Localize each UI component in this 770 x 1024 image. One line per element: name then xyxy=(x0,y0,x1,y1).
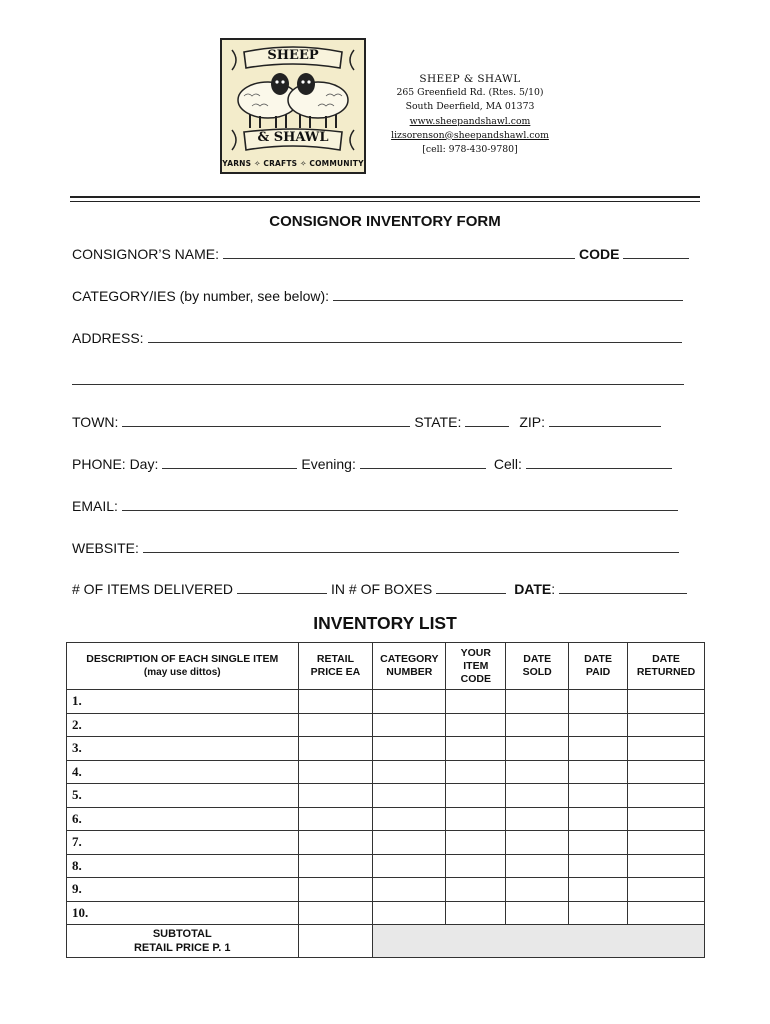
shop-city: South Deerfield, MA 01373 xyxy=(405,101,535,113)
table-row xyxy=(67,737,705,761)
delivery-line xyxy=(72,580,702,598)
shop-street: 265 Greenfield Rd. (Rtes. 5/10) xyxy=(396,87,544,99)
header-divider xyxy=(70,196,700,198)
shop-email-link[interactable]: lizsorenson@sheepandshawl.com xyxy=(391,129,549,141)
row-number[interactable]: 10. xyxy=(67,901,299,925)
col-description-note: (may use dittos) xyxy=(143,667,221,678)
table-row xyxy=(67,713,705,737)
table-row xyxy=(67,854,705,878)
table-cell[interactable] xyxy=(569,878,628,902)
phone-evening-field[interactable] xyxy=(360,455,486,469)
category-line xyxy=(72,287,702,305)
col-paid-line1: DATE xyxy=(584,653,612,665)
phone-cell-label: Cell: xyxy=(493,456,522,472)
inventory-title: INVENTORY LIST xyxy=(313,613,457,633)
zip-field[interactable] xyxy=(549,413,661,427)
table-cell[interactable] xyxy=(628,901,705,925)
table-cell[interactable] xyxy=(446,831,506,855)
table-row xyxy=(67,878,705,902)
col-code-line1: YOUR xyxy=(460,646,491,659)
table-cell[interactable] xyxy=(446,713,506,737)
header-divider-thin xyxy=(70,201,700,202)
table-cell[interactable] xyxy=(506,807,569,831)
phone-cell-field[interactable] xyxy=(526,455,672,469)
table-cell[interactable] xyxy=(446,878,506,902)
table-cell[interactable] xyxy=(298,760,373,784)
table-cell[interactable] xyxy=(373,737,446,761)
table-cell[interactable] xyxy=(569,854,628,878)
table-cell[interactable] xyxy=(569,901,628,925)
code-label: CODE xyxy=(579,246,620,262)
table-cell[interactable] xyxy=(373,901,446,925)
row-number[interactable]: 1. xyxy=(67,690,299,714)
logo-word-top: SHEEP xyxy=(267,48,319,63)
table-cell[interactable] xyxy=(628,784,705,808)
row-number[interactable]: 3. xyxy=(67,737,299,761)
website-field[interactable] xyxy=(143,539,679,553)
table-cell[interactable] xyxy=(446,854,506,878)
table-cell[interactable] xyxy=(446,784,506,808)
email-line xyxy=(72,497,702,515)
row-number[interactable]: 7. xyxy=(67,831,299,855)
town-field[interactable] xyxy=(122,413,410,427)
table-cell[interactable] xyxy=(298,807,373,831)
table-cell[interactable] xyxy=(569,807,628,831)
row-number[interactable]: 5. xyxy=(67,784,299,808)
phone-day-field[interactable] xyxy=(162,455,297,469)
table-row xyxy=(67,760,705,784)
table-cell[interactable] xyxy=(373,854,446,878)
col-retail-line1: RETAIL xyxy=(316,653,354,665)
col-category-line1: CATEGORY xyxy=(380,653,439,665)
logo-word-bottom: & SHAWL xyxy=(257,130,329,145)
table-cell[interactable] xyxy=(373,878,446,902)
table-cell[interactable] xyxy=(506,854,569,878)
table-cell[interactable] xyxy=(628,807,705,831)
table-row xyxy=(67,690,705,714)
table-cell[interactable] xyxy=(506,760,569,784)
subtotal-line2: RETAIL PRICE P. 1 xyxy=(133,942,231,954)
col-description-label: DESCRIPTION OF EACH SINGLE ITEM xyxy=(86,653,279,665)
table-cell[interactable] xyxy=(569,760,628,784)
table-cell[interactable] xyxy=(628,854,705,878)
col-date-returned xyxy=(628,643,705,690)
table-cell[interactable] xyxy=(446,690,506,714)
subtotal-label xyxy=(67,925,299,958)
table-cell[interactable] xyxy=(446,807,506,831)
table-cell[interactable] xyxy=(373,713,446,737)
table-cell[interactable] xyxy=(446,760,506,784)
code-field[interactable] xyxy=(623,245,689,259)
date-label: DATE xyxy=(514,581,552,597)
address-field[interactable] xyxy=(148,329,682,343)
inventory-table xyxy=(66,642,705,958)
table-cell[interactable] xyxy=(373,831,446,855)
subtotal-value-cell[interactable] xyxy=(298,925,373,958)
zip-label: ZIP: xyxy=(519,414,546,430)
table-cell[interactable] xyxy=(628,737,705,761)
phone-line xyxy=(72,455,702,473)
subtotal-shaded-area xyxy=(373,925,705,958)
table-cell[interactable] xyxy=(373,807,446,831)
items-delivered-field[interactable] xyxy=(237,580,327,594)
table-cell[interactable] xyxy=(628,760,705,784)
table-cell[interactable] xyxy=(628,831,705,855)
items-delivered-label: # OF ITEMS DELIVERED xyxy=(72,581,234,597)
town-label: TOWN: xyxy=(72,414,119,430)
col-code-line2: ITEM xyxy=(463,659,489,672)
row-number[interactable]: 8. xyxy=(67,854,299,878)
shop-name: SHEEP & SHAWL xyxy=(419,73,521,85)
col-retail-price xyxy=(298,643,373,690)
email-field[interactable] xyxy=(122,497,678,511)
table-cell[interactable] xyxy=(298,901,373,925)
col-sold-line1: DATE xyxy=(523,653,552,665)
table-cell[interactable] xyxy=(506,737,569,761)
website-line xyxy=(72,539,702,557)
table-cell[interactable] xyxy=(628,690,705,714)
table-cell[interactable] xyxy=(446,737,506,761)
col-returned-line2: RETURNED xyxy=(636,666,696,678)
address-label: ADDRESS: xyxy=(72,330,144,346)
col-date-paid xyxy=(569,643,628,690)
form-title: CONSIGNOR INVENTORY FORM xyxy=(269,213,501,230)
row-number[interactable]: 2. xyxy=(67,713,299,737)
table-row xyxy=(67,901,705,925)
row-number[interactable]: 4. xyxy=(67,760,299,784)
boxes-field[interactable] xyxy=(436,580,506,594)
table-cell[interactable] xyxy=(569,713,628,737)
row-number[interactable]: 9. xyxy=(67,878,299,902)
table-cell[interactable] xyxy=(298,854,373,878)
consignor-name-label: CONSIGNOR’S NAME: xyxy=(72,246,220,262)
shop-cell: [cell: 978-430-9780] xyxy=(422,144,518,156)
address-line-2 xyxy=(72,371,702,389)
category-label: CATEGORY/IES (by number, see below): xyxy=(72,288,330,304)
table-cell[interactable] xyxy=(298,784,373,808)
table-row xyxy=(67,784,705,808)
table-cell[interactable] xyxy=(298,737,373,761)
table-cell[interactable] xyxy=(506,713,569,737)
shop-logo xyxy=(220,38,366,174)
table-cell[interactable] xyxy=(506,690,569,714)
table-cell[interactable] xyxy=(298,690,373,714)
table-cell[interactable] xyxy=(506,784,569,808)
table-cell[interactable] xyxy=(506,831,569,855)
logo-tagline: YARNS ✧ CRAFTS ✧ COMMUNITY xyxy=(222,159,364,168)
table-cell[interactable] xyxy=(298,713,373,737)
consignor-name-field[interactable] xyxy=(223,245,575,259)
col-category-line2: NUMBER xyxy=(386,666,433,678)
shop-website-link[interactable]: www.sheepandshawl.com xyxy=(409,115,531,127)
row-number[interactable]: 6. xyxy=(67,807,299,831)
consignor-name-line xyxy=(72,245,702,263)
phone-day-label: PHONE: Day: xyxy=(72,456,159,472)
email-label: EMAIL: xyxy=(72,498,118,514)
state-field[interactable] xyxy=(465,413,509,427)
website-label: WEBSITE: xyxy=(72,540,139,556)
table-cell[interactable] xyxy=(373,784,446,808)
table-cell[interactable] xyxy=(506,901,569,925)
table-cell[interactable] xyxy=(569,784,628,808)
table-cell[interactable] xyxy=(373,760,446,784)
col-category-number xyxy=(373,643,446,690)
category-field[interactable] xyxy=(333,287,683,301)
table-cell[interactable] xyxy=(569,831,628,855)
state-label: STATE: xyxy=(414,414,462,430)
col-returned-line1: DATE xyxy=(652,653,680,665)
table-cell[interactable] xyxy=(298,831,373,855)
col-sold-line2: SOLD xyxy=(522,666,552,678)
boxes-label: IN # OF BOXES xyxy=(331,581,433,597)
date-field[interactable] xyxy=(559,580,687,594)
phone-evening-label: Evening: xyxy=(301,456,356,472)
table-cell[interactable] xyxy=(373,690,446,714)
table-cell[interactable] xyxy=(298,878,373,902)
col-item-code xyxy=(446,643,506,690)
subtotal-line1: SUBTOTAL xyxy=(152,928,212,940)
subtotal-row xyxy=(67,925,705,958)
col-date-sold xyxy=(506,643,569,690)
col-description xyxy=(67,643,299,690)
date-colon: : xyxy=(551,581,556,597)
address-line xyxy=(72,329,702,347)
table-row xyxy=(67,807,705,831)
table-row xyxy=(67,831,705,855)
table-cell[interactable] xyxy=(506,878,569,902)
col-code-line3: CODE xyxy=(460,672,491,685)
town-line xyxy=(72,413,702,431)
inventory-header-row xyxy=(67,643,705,690)
col-paid-line2: PAID xyxy=(585,666,611,678)
contact-block xyxy=(382,72,558,157)
table-cell[interactable] xyxy=(569,690,628,714)
table-cell[interactable] xyxy=(628,713,705,737)
col-retail-line2: PRICE EA xyxy=(310,666,361,678)
table-cell[interactable] xyxy=(446,901,506,925)
table-cell[interactable] xyxy=(628,878,705,902)
table-cell[interactable] xyxy=(569,737,628,761)
address-field-2[interactable] xyxy=(72,371,684,385)
